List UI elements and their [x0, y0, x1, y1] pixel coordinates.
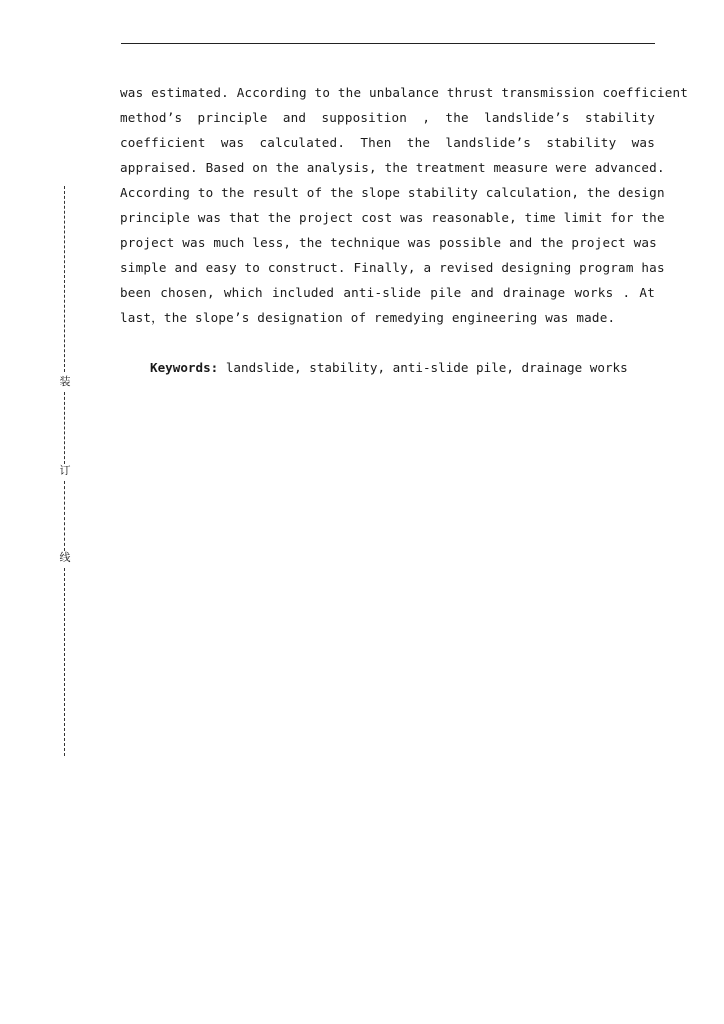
abstract-line: appraised. Based on the analysis, the treatment measure were advanced.: [120, 160, 665, 175]
abstract-line: coefficient was calculated. Then the landslide’s stability was: [120, 135, 655, 150]
binding-margin-line: [59, 186, 73, 756]
abstract-line: project was much less, the technique was possible and the project was: [120, 235, 657, 250]
binding-mark-xian: 线: [59, 551, 71, 564]
keywords-text: landslide, stability, anti-slide pile, drainage works: [225, 360, 628, 375]
abstract-body: [120, 80, 689, 330]
binding-dash-segment: [64, 186, 65, 372]
abstract-line: been chosen, which included anti-slide pile and drainage works . At: [120, 285, 655, 300]
abstract-line: method’s principle and supposition , the landslide’s stability: [120, 110, 655, 125]
keywords-section: [150, 355, 628, 380]
abstract-line: According to the result of the slope stability calculation, the design: [120, 185, 665, 200]
abstract-line: principle was that the project cost was reasonable, time limit for the: [120, 210, 665, 225]
abstract-line: was estimated. According to the unbalance thrust transmission coefficient: [120, 85, 689, 100]
binding-dash-segment: [64, 568, 65, 756]
abstract-line: simple and easy to construct. Finally, a revised designing program has: [120, 260, 665, 275]
header-rule: [121, 43, 655, 44]
binding-mark-ding: 订: [59, 464, 71, 477]
binding-mark-zhuang: 装: [59, 375, 71, 388]
abstract-line: last，the slope’s designation of remedying engineering was made.: [120, 310, 616, 325]
keywords-label: Keywords:: [150, 360, 219, 375]
binding-dash-segment: [64, 392, 65, 464]
binding-dash-segment: [64, 481, 65, 551]
